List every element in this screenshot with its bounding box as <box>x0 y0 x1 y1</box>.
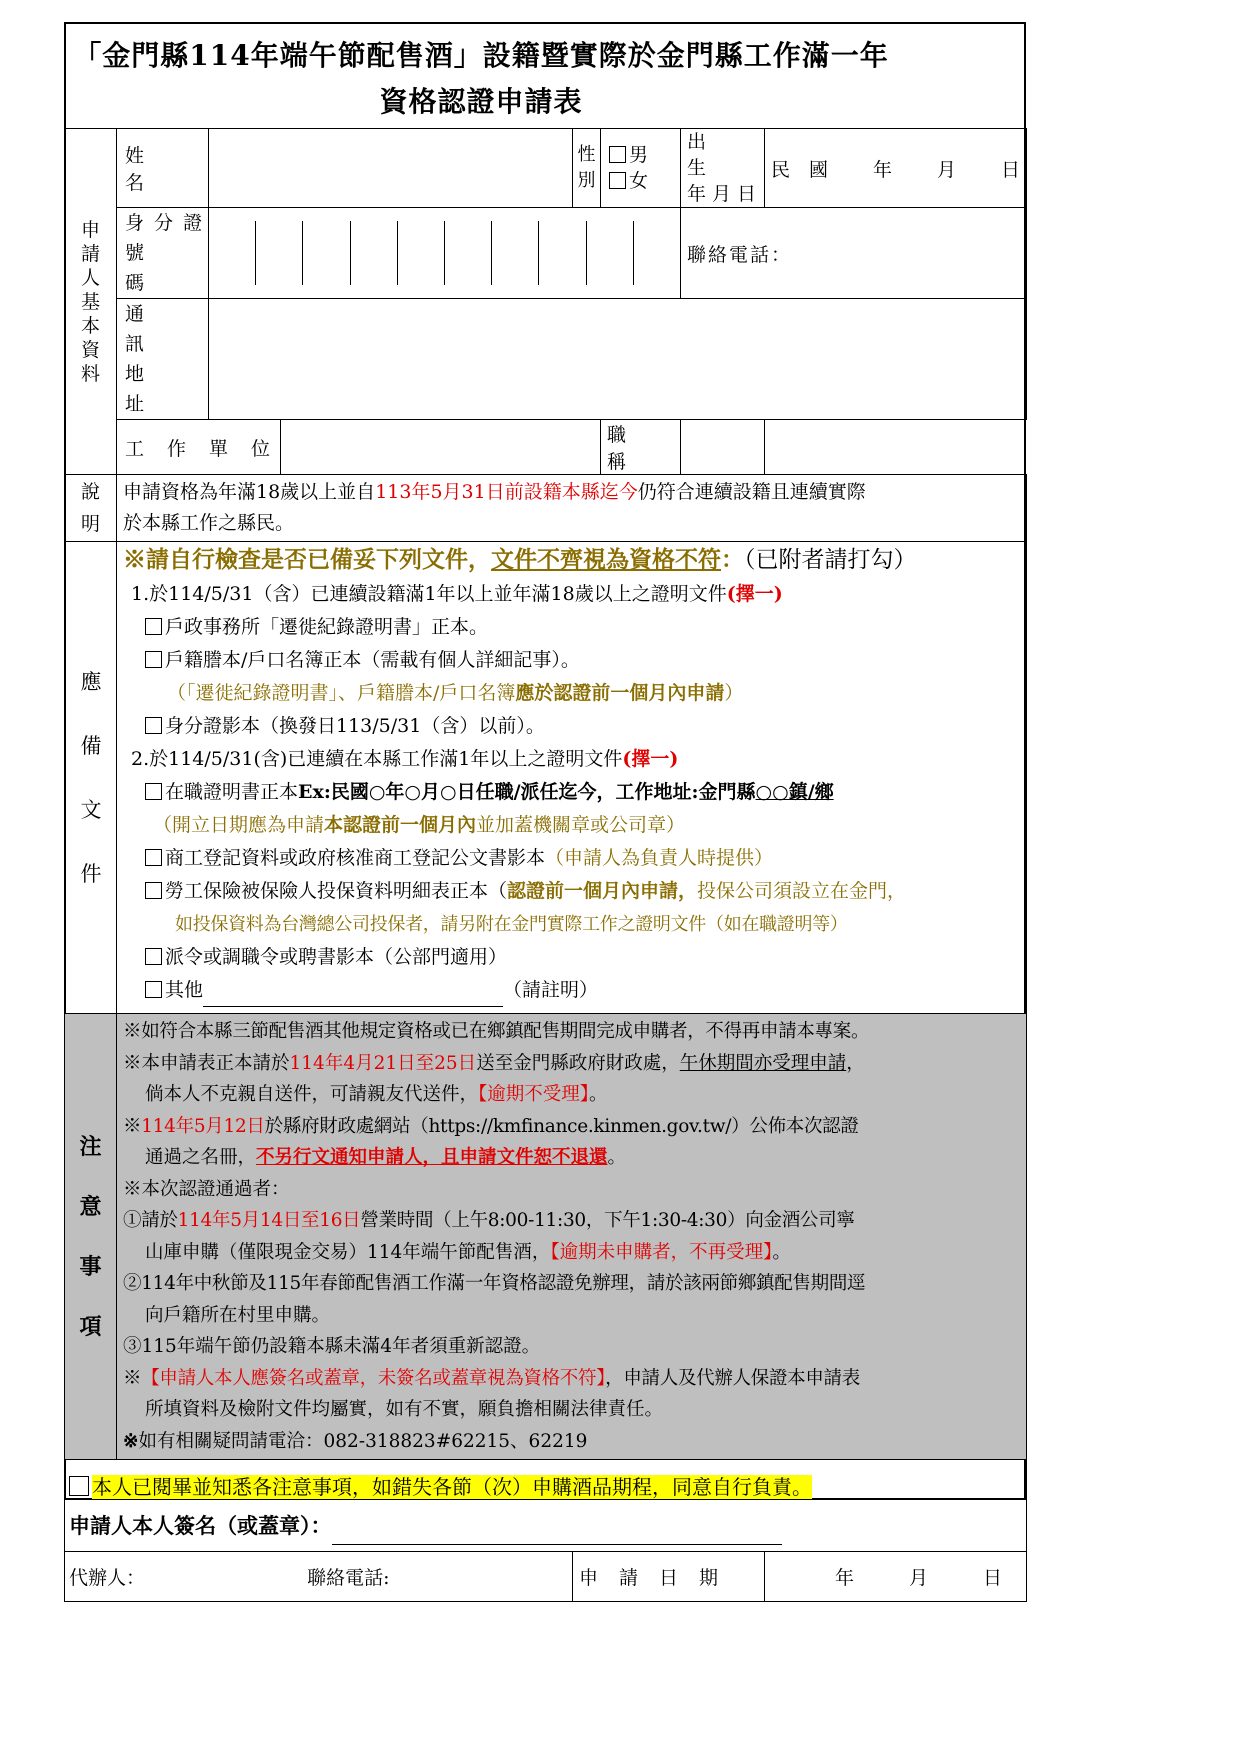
doc-item1-opt3[interactable]: 身分證影本（換發日113/5/31（含）以前）。 <box>123 710 1022 743</box>
doc-item2-opt1-note: （開立日期應為申請本認證前一個月內並加蓋機關章或公司章） <box>153 814 686 836</box>
doc-item1-opt2[interactable]: 戶籍謄本/戶口名簿正本（需載有個人詳細記事）。 <box>123 644 1022 677</box>
note-1: ※如符合本縣三節配售酒其他規定資格或已在鄉鎮配售期間完成申購者，不得再申請本專案。 <box>123 1021 870 1042</box>
doc-item1-heading: 1.於114/5/31（含）已連續設籍滿1年以上並年滿18歲以上之證明文件(擇一) <box>131 583 783 605</box>
doc-item1-opt1[interactable]: 戶政事務所「遷徙紀錄證明書」正本。 <box>123 611 1022 644</box>
note-2a: ※本申請表正本請於114年4月21日至25日送至金門縣政府財政處，午休期間亦受理申請， <box>123 1052 865 1074</box>
doc-item2-opt3-note: 如投保資料為台灣總公司投保者，請另附在金門實際工作之證明文件（如在職證明等） <box>175 914 848 935</box>
agreement-section <box>65 1460 1027 1552</box>
applicant-section-label: 申請人基本資料 <box>65 129 117 475</box>
gender-female-option[interactable]: 女 <box>609 168 680 194</box>
documents-label: 應備文件 <box>65 542 117 1014</box>
doc-item2-heading: 2.於114/5/31(含)已連續在本縣工作滿1年以上之證明文件(擇一) <box>131 748 679 770</box>
checkbox[interactable] <box>145 651 162 668</box>
note-5b: 山庫申購（僅限現金交易）114年端午節配售酒，【逾期未申購者，不再受理】。 <box>145 1241 791 1263</box>
form-title-line2: 資格認證申請表 <box>379 85 583 118</box>
doc-item2-opt1[interactable]: 在職證明書正本Ex:民國○年○月○日任職/派任迄今，工作地址:金門縣○○鎮/鄉 <box>123 776 1022 809</box>
address-field[interactable] <box>209 299 1027 420</box>
note-7: ③115年端午節仍設籍本縣未滿4年者須重新認證。 <box>123 1336 541 1357</box>
apply-date-label: 申 請 日 期 <box>573 1552 765 1602</box>
signature-row: 申請人本人簽名（或蓋章）： <box>69 1507 1022 1545</box>
name-label: 姓 名 <box>117 129 209 208</box>
birth-date-field[interactable]: 民 國 年 月 日 <box>765 129 1027 208</box>
checkbox[interactable] <box>145 717 162 734</box>
apply-date-field[interactable]: 年 月 日 <box>765 1552 1027 1602</box>
note-8a: ※【申請人本人應簽名或蓋章，未簽名或蓋章視為資格不符】，申請人及代辦人保證本申請表 <box>123 1367 860 1389</box>
checkbox[interactable] <box>145 948 162 965</box>
note-2b: 倘本人不克親自送件，可請親友代送件，【逾期不受理】。 <box>145 1084 608 1105</box>
doc-item2-opt2[interactable]: 商工登記資料或政府核准商工登記公文書影本（申請人為負責人時提供） <box>123 842 1022 875</box>
agree-row[interactable] <box>69 1467 1022 1507</box>
other-specify-field[interactable] <box>203 986 503 1007</box>
notes-label: 注意事項 <box>65 1014 117 1460</box>
note-5a: ①請於114年5月14日至16日營業時間（上午8:00-11:30，下午1:30-4:30）向金酒公司寧 <box>123 1210 855 1231</box>
agree-checkbox[interactable] <box>69 1476 89 1496</box>
note-9: ※如有相關疑問請電洽：082-318823#62215、62219 <box>123 1430 588 1452</box>
notes-list <box>117 1014 1027 1460</box>
doc-item2-opt4[interactable]: 派令或調職令或聘書影本（公部門適用） <box>123 941 1022 974</box>
gender-male-option[interactable]: 男 <box>609 142 680 168</box>
checkbox[interactable] <box>145 849 162 866</box>
note-8b: 所填資料及檢附文件均屬實，如有不實，願負擔相關法律責任。 <box>145 1399 664 1420</box>
id-number-boxes[interactable] <box>209 208 681 299</box>
checkbox[interactable] <box>145 981 162 998</box>
name-field[interactable] <box>209 129 573 208</box>
checkbox[interactable] <box>145 882 162 899</box>
job-title-label: 職 稱 <box>601 420 681 475</box>
doc-item2-opt3[interactable]: 勞工保險被保險人投保資料明細表正本（認證前一個月內申請，投保公司須設立在金門， <box>123 875 1022 908</box>
note-3b: 通過之名冊，不另行文通知申請人，且申請文件恕不退還。 <box>145 1147 627 1168</box>
gender-female-checkbox[interactable] <box>609 172 626 189</box>
gender-label: 性別 <box>573 129 601 208</box>
checkbox[interactable] <box>145 618 162 635</box>
phone-label: 聯絡電話： <box>681 208 1027 299</box>
birth-label: 出 生 年月日 <box>681 129 765 208</box>
doc-item1-note: （「遷徙紀錄證明書」、戶籍謄本/戶口名簿應於認證前一個月內申請） <box>167 682 744 704</box>
agent-phone-label: 聯絡電話: <box>307 1567 390 1589</box>
note-6a: ②114年中秋節及115年春節配售酒工作滿一年資格認證免辦理，請於該兩節鄉鎮配售期間逕 <box>123 1273 866 1294</box>
job-title-field[interactable] <box>681 420 765 475</box>
documents-header: ※請自行檢查是否已備妥下列文件，文件不齊視為資格不符：（已附者請打勾） <box>123 546 917 573</box>
employer-field[interactable] <box>281 420 601 475</box>
gender-options <box>601 129 681 208</box>
id-number-label: 身 分 證 號 碼 <box>117 208 209 299</box>
form-title-line1: 「金門縣114年端午節配售酒」設籍暨實際於金門縣工作滿一年 <box>73 39 889 72</box>
agree-text: 本人已閱畢並知悉各注意事項，如錯失各節（次）申購酒品期程，同意自行負責。 <box>92 1474 812 1499</box>
explain-label: 說明 <box>65 475 117 542</box>
signature-field[interactable] <box>332 1522 782 1545</box>
agent-label: 代辦人： <box>69 1567 146 1589</box>
application-form-table <box>64 128 1027 1602</box>
gender-male-checkbox[interactable] <box>609 146 626 163</box>
explain-text: 申請資格為年滿18歲以上並自113年5月31日前設籍本縣迄今仍符合連續設籍且連續實際 於本縣工作之縣民。 <box>117 475 1027 542</box>
note-4: ※本次認證通過者： <box>123 1178 290 1200</box>
documents-list <box>117 542 1027 1014</box>
address-label: 通 訊 地 址 <box>117 299 209 420</box>
agent-cell[interactable] <box>65 1552 573 1602</box>
employer-label: 工 作 單 位 <box>117 420 281 475</box>
doc-item2-opt5[interactable]: 其他 （請註明） <box>123 974 1022 1007</box>
note-6b: 向戶籍所在村里申購。 <box>145 1304 331 1326</box>
checkbox[interactable] <box>145 783 162 800</box>
note-3a: ※114年5月12日於縣府財政處網站（https://kmfinance.kinmen.gov.tw/）公佈本次認證 <box>123 1115 859 1137</box>
